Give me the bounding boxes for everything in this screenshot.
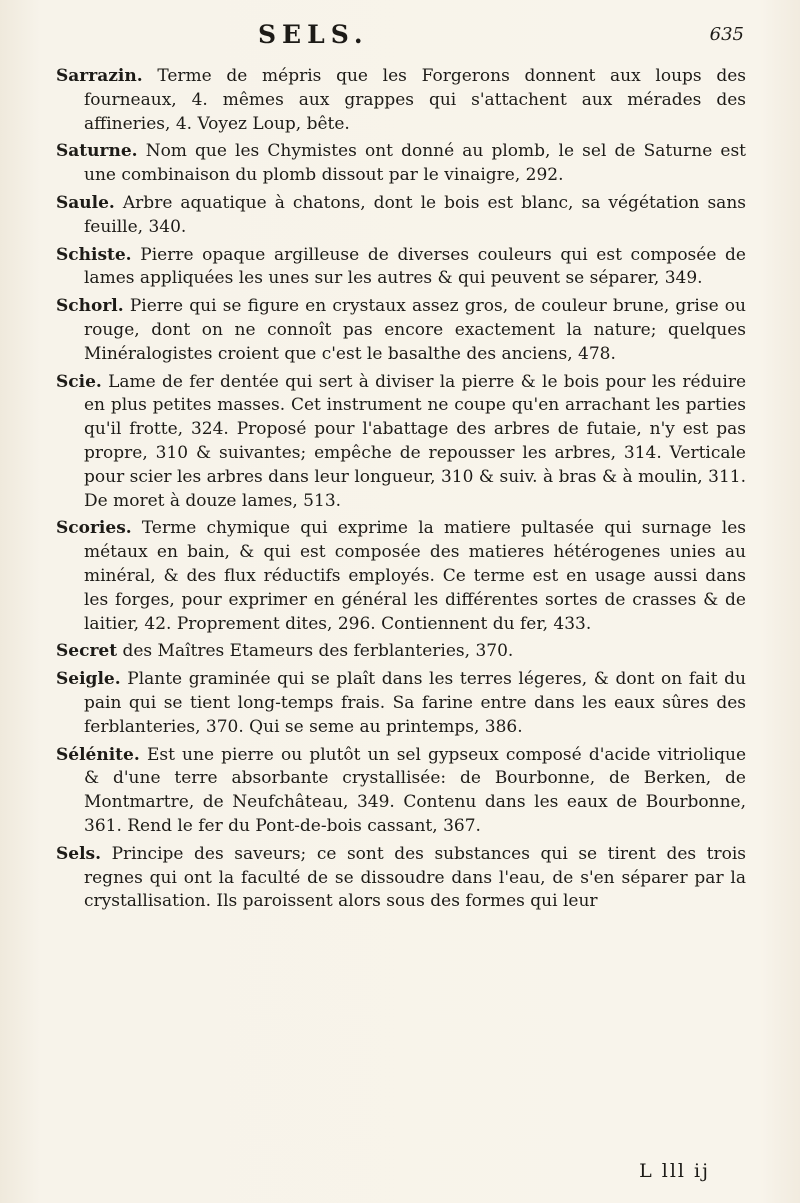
- entry-term: Schorl.: [56, 296, 124, 317]
- entry-scie: [56, 371, 746, 514]
- entry-term: Scie.: [56, 371, 102, 392]
- page-number: 635: [709, 24, 744, 45]
- entry-term: Saule.: [56, 192, 115, 213]
- entry-saule: [56, 192, 746, 240]
- entry-text: Terme chymique qui exprime la matiere pultasée qui surnage les métaux en bain, & qui est composée des matieres hétérogenes unies au minéral, & des flux réductifs employés. Ce terme est en usage aussi dans les forges, pour exprimer en général les différentes sortes de crasses & de laitier, 42. Proprement dites, 296. Contiennent du fer, 433.: [84, 518, 747, 634]
- entry-term: Scories.: [56, 518, 132, 539]
- entry-text: Nom que les Chymistes ont donné au plomb, le sel de Saturne est une combinaison du plomb dissout par le vinaigre, 292.: [84, 141, 746, 186]
- entry-text: des Maîtres Etameurs des ferblanteries, 370.: [122, 641, 514, 662]
- entry-scories: [56, 517, 746, 636]
- page-header: [0, 18, 800, 52]
- entry-text: Arbre aquatique à chatons, dont le bois est blanc, sa végétation sans feuille, 340.: [84, 192, 746, 237]
- entry-text: Principe des saveurs; ce sont des substances qui se tirent des trois regnes qui ont la faculté de se dissoudre dans l'eau, de s'en séparer par la crystallisation. Ils paroissent alors sous des formes qui leur: [84, 843, 747, 912]
- entry-sels: [56, 843, 746, 914]
- entry-text: Plante graminée qui se plaît dans les terres légeres, & dont on fait du pain qui se tient long-temps frais. Sa farine entre dans les eaux sûres des ferblanteries, 370. Qui se seme au printemps, 386.: [84, 669, 746, 737]
- entry-text: Lame de fer dentée qui sert à diviser la pierre & le bois pour les réduire en plus petites masses. Cet instrument ne coupe qu'en arrachant les parties qu'il frotte, 324. Proposé pour l'abattage des arbres de futaie, n'y est pas propre, 310 & suivantes; empêche de repousser les arbres, 314. Verticale pour scier les arbres dans leur longueur, 310 & suiv. à bras & à moulin, 311. De moret à douze lames, 513.: [84, 371, 747, 511]
- entry-schiste: [56, 244, 746, 292]
- entry-selenite: [56, 744, 746, 839]
- entry-term: Sarrazin.: [56, 66, 143, 86]
- entry-sarrazin: [56, 65, 746, 136]
- entry-term: Secret: [56, 641, 118, 662]
- entry-term: Schiste.: [56, 244, 132, 265]
- entry-text: Est une pierre ou plutôt un sel gypseux composé d'acide vitriolique & d'une terre absorbante crystallisée: de Bourbonne, de Berken, de Montmartre, de Neufchâteau, 349. Contenu dans les eaux de Bourbonne, 361. Rend le fer du Pont-de-bois cassant, 367.: [84, 744, 746, 836]
- running-head: SELS.: [258, 20, 369, 49]
- dictionary-entries: [56, 65, 746, 918]
- entry-term: Sélénite.: [56, 744, 140, 765]
- entry-saturne: [56, 140, 746, 188]
- entry-term: Sels.: [56, 843, 102, 864]
- entry-schorl: [56, 295, 746, 366]
- entry-seigle: [56, 668, 746, 739]
- entry-text: Terme de mépris que les Forgerons donnent aux loups des fourneaux, 4. mêmes aux grappes qui s'attachent aux mérades des affineries, 4. Voyez Loup, bête.: [84, 66, 746, 134]
- entry-text: Pierre qui se figure en crystaux assez gros, de couleur brune, grise ou rouge, dont on ne connoît pas encore exactement la nature; quelques Minéralogistes croient que c'est le basalthe des anciens, 478.: [84, 296, 746, 364]
- entry-term: Saturne.: [56, 141, 138, 162]
- entry-text: Pierre opaque argilleuse de diverses couleurs qui est composée de lames appliquées les unes sur les autres & qui peuvent se séparer, 349.: [84, 244, 746, 289]
- signature-mark: L lll ij: [639, 1160, 710, 1182]
- entry-term: Seigle.: [56, 669, 121, 690]
- entry-secret: [56, 640, 746, 664]
